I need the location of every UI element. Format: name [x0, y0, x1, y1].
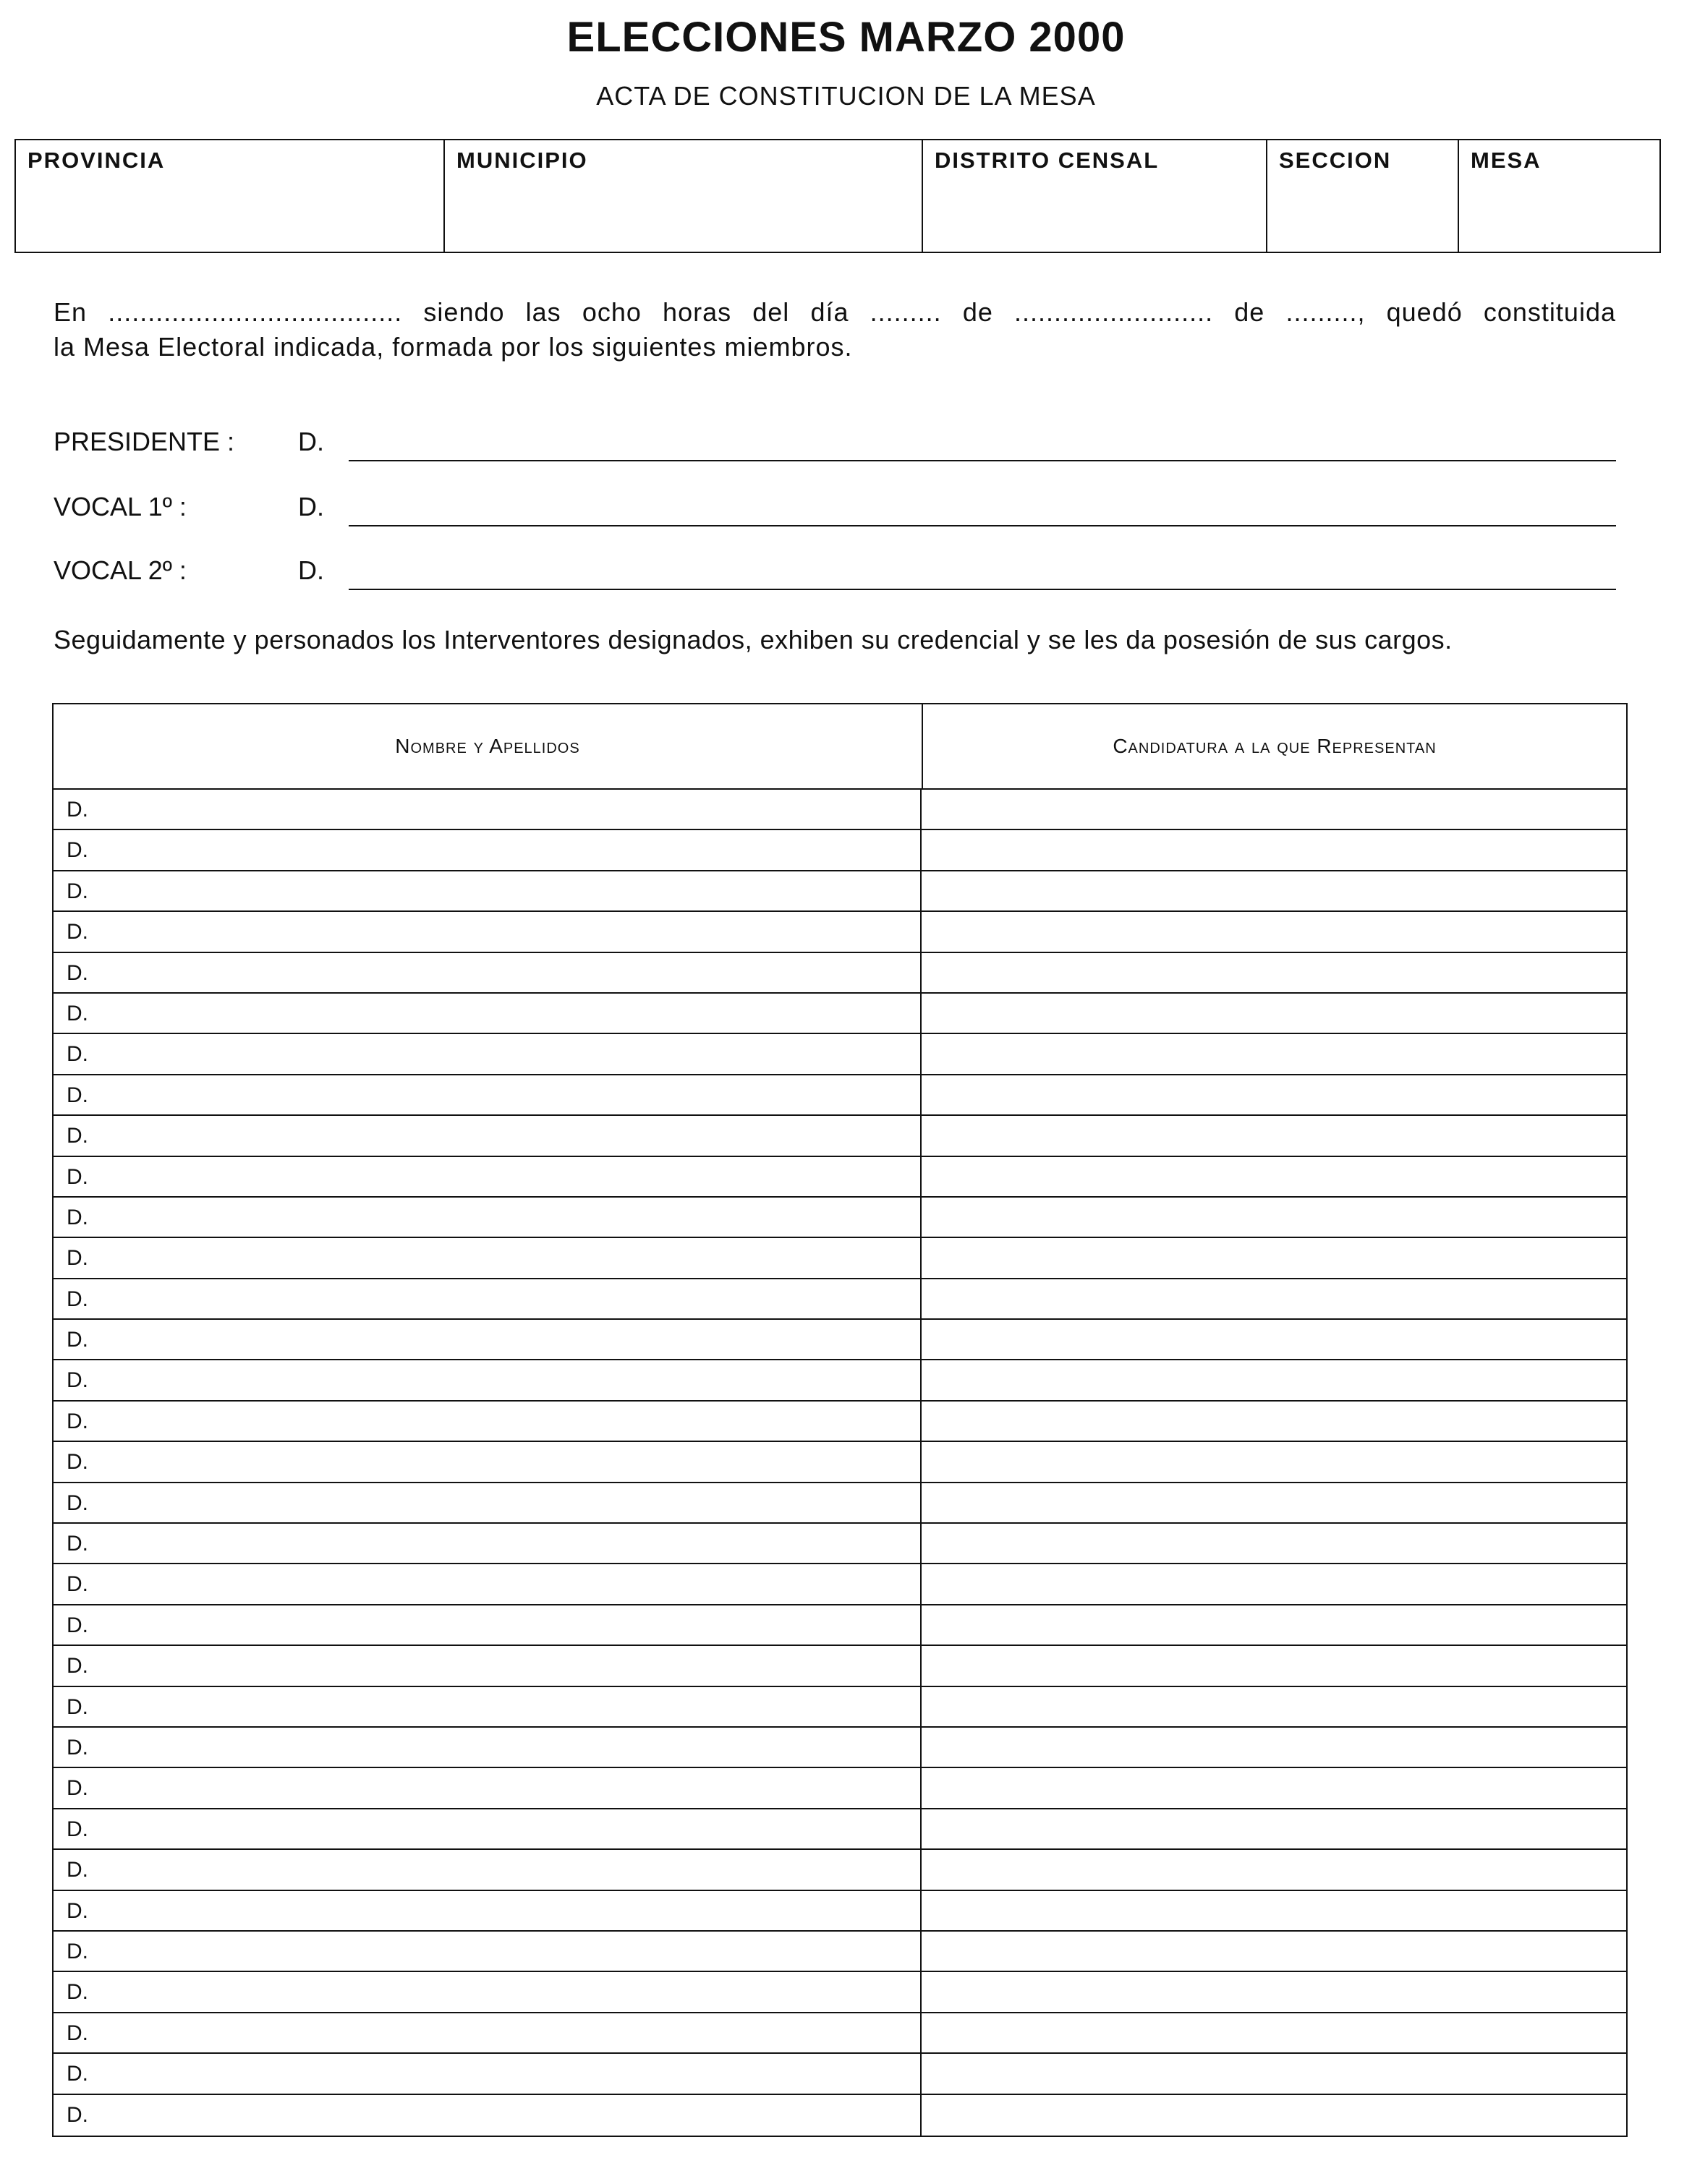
col-header-nombre: Nombre y Apellidos: [54, 704, 923, 788]
table-row: [54, 994, 1626, 1034]
nombre-cell[interactable]: D.: [54, 1524, 922, 1563]
candidatura-cell[interactable]: [922, 1198, 1626, 1237]
candidatura-cell[interactable]: [922, 871, 1626, 910]
candidatura-cell[interactable]: [922, 1279, 1626, 1318]
document-subtitle: ACTA DE CONSTITUCION DE LA MESA: [596, 81, 1096, 111]
table-row: [54, 1524, 1626, 1564]
nombre-cell[interactable]: D.: [54, 1360, 922, 1399]
candidatura-cell[interactable]: [922, 1524, 1626, 1563]
table-row: [54, 1932, 1626, 1972]
nombre-cell[interactable]: D.: [54, 1157, 922, 1196]
nombre-cell[interactable]: D.: [54, 912, 922, 951]
candidatura-cell[interactable]: [922, 1972, 1626, 2011]
member-prefix: D.: [298, 427, 324, 456]
member-role: PRESIDENTE :: [54, 427, 235, 456]
nombre-cell[interactable]: D.: [54, 790, 922, 829]
col-header-candidatura: Candidatura a la que Representan: [1113, 735, 1437, 757]
candidatura-cell[interactable]: [922, 1157, 1626, 1196]
nombre-cell[interactable]: D.: [54, 2054, 922, 2093]
table-row: [54, 1768, 1626, 1809]
nombre-cell[interactable]: D.: [54, 1850, 922, 1889]
candidatura-cell[interactable]: [922, 1809, 1626, 1848]
table-row: [54, 1075, 1626, 1116]
table-row: [54, 1238, 1626, 1279]
table-row: [54, 830, 1626, 871]
nombre-cell[interactable]: D.: [54, 1728, 922, 1767]
table-row: [54, 1157, 1626, 1198]
member-row-vocal-2: [54, 548, 1616, 592]
seccion-cell[interactable]: [1267, 140, 1459, 252]
nombre-cell[interactable]: D.: [54, 1932, 922, 1971]
nombre-cell[interactable]: D.: [54, 1034, 922, 1073]
candidatura-cell[interactable]: [922, 912, 1626, 951]
provincia-label: PROVINCIA: [27, 148, 166, 173]
table-row: [54, 1034, 1626, 1075]
table-row: [54, 871, 1626, 912]
nombre-cell[interactable]: D.: [54, 1238, 922, 1277]
table-row: [54, 1809, 1626, 1850]
location-table: [14, 139, 1661, 253]
table-row: [54, 2095, 1626, 2136]
candidatura-cell[interactable]: [922, 1564, 1626, 1603]
table-row: [54, 1116, 1626, 1156]
member-role: VOCAL 2º :: [54, 555, 187, 585]
candidatura-cell[interactable]: [922, 994, 1626, 1033]
interventores-table-header: [54, 704, 1626, 790]
table-row: [54, 1972, 1626, 2013]
member-row-vocal-1: [54, 485, 1616, 528]
candidatura-cell[interactable]: [922, 1238, 1626, 1277]
nombre-cell[interactable]: D.: [54, 1483, 922, 1522]
nombre-cell[interactable]: D.: [54, 994, 922, 1033]
nombre-cell[interactable]: D.: [54, 1279, 922, 1318]
table-row: [54, 912, 1626, 952]
vocal-1-name-field[interactable]: [349, 525, 1616, 526]
candidatura-cell[interactable]: [922, 1320, 1626, 1359]
table-row: [54, 1850, 1626, 1890]
table-row: [54, 1687, 1626, 1728]
interventores-table: [52, 703, 1628, 2137]
nombre-cell[interactable]: D.: [54, 830, 922, 869]
mesa-cell[interactable]: [1459, 140, 1659, 252]
nombre-cell[interactable]: D.: [54, 1809, 922, 1848]
candidatura-cell[interactable]: [922, 953, 1626, 992]
mesa-label: MESA: [1471, 148, 1542, 173]
distrito-censal-cell[interactable]: [923, 140, 1267, 252]
seccion-label: SECCION: [1279, 148, 1392, 173]
candidatura-cell[interactable]: [922, 830, 1626, 869]
candidatura-cell[interactable]: [922, 1034, 1626, 1073]
presidente-name-field[interactable]: [349, 460, 1616, 461]
table-row: [54, 1483, 1626, 1524]
candidatura-cell[interactable]: [922, 1891, 1626, 1930]
table-row: [54, 2013, 1626, 2054]
table-row: [54, 1728, 1626, 1768]
table-row: [54, 790, 1626, 830]
table-row: [54, 1279, 1626, 1320]
nombre-cell[interactable]: D.: [54, 1442, 922, 1481]
intro-paragraph: [54, 295, 1616, 364]
candidatura-cell[interactable]: [922, 1605, 1626, 1645]
nombre-cell[interactable]: D.: [54, 1116, 922, 1155]
nombre-cell[interactable]: D.: [54, 1075, 922, 1114]
nombre-cell[interactable]: D.: [54, 2095, 922, 2136]
member-role: VOCAL 1º :: [54, 492, 187, 521]
municipio-cell[interactable]: [445, 140, 923, 252]
table-row: [54, 1320, 1626, 1360]
candidatura-cell[interactable]: [922, 1728, 1626, 1767]
table-row: [54, 953, 1626, 994]
vocal-2-name-field[interactable]: [349, 589, 1616, 590]
nombre-cell[interactable]: D.: [54, 1646, 922, 1685]
nombre-cell[interactable]: D.: [54, 1768, 922, 1807]
nombre-cell[interactable]: D.: [54, 1402, 922, 1441]
nombre-cell[interactable]: D.: [54, 1564, 922, 1603]
nombre-cell[interactable]: D.: [54, 1198, 922, 1237]
provincia-cell[interactable]: [16, 140, 445, 252]
nombre-cell[interactable]: D.: [54, 1320, 922, 1359]
member-prefix: D.: [298, 492, 324, 521]
nombre-cell[interactable]: D.: [54, 1972, 922, 2011]
nombre-cell[interactable]: D.: [54, 2013, 922, 2052]
intro-line-2: la Mesa Electoral indicada, formada por los siguientes miembros.: [54, 332, 853, 362]
table-row: [54, 2054, 1626, 2094]
interventores-table-body: [54, 790, 1626, 2136]
distrito-censal-label: DISTRITO CENSAL: [935, 148, 1160, 173]
member-row-presidente: [54, 419, 1616, 463]
table-row: [54, 1442, 1626, 1483]
nombre-cell[interactable]: D.: [54, 1605, 922, 1645]
member-prefix: D.: [298, 555, 324, 585]
candidatura-cell[interactable]: [922, 1360, 1626, 1399]
municipio-label: MUNICIPIO: [456, 148, 588, 173]
candidatura-cell[interactable]: [922, 790, 1626, 829]
interventores-note: Seguidamente y personados los Interventores designados, exhiben su credencial y se les da posesión de sus cargos.: [54, 625, 1453, 654]
candidatura-cell[interactable]: [922, 1768, 1626, 1807]
candidatura-cell[interactable]: [922, 2054, 1626, 2093]
candidatura-cell[interactable]: [922, 1646, 1626, 1685]
candidatura-cell[interactable]: [922, 1442, 1626, 1481]
document-title: ELECCIONES MARZO 2000: [566, 14, 1126, 61]
nombre-cell[interactable]: D.: [54, 1687, 922, 1726]
candidatura-cell[interactable]: [922, 1075, 1626, 1114]
candidatura-cell[interactable]: [922, 1402, 1626, 1441]
table-row: [54, 1360, 1626, 1401]
candidatura-cell[interactable]: [922, 1850, 1626, 1889]
candidatura-cell[interactable]: [922, 1116, 1626, 1155]
table-row: [54, 1646, 1626, 1686]
table-row: [54, 1402, 1626, 1442]
nombre-cell[interactable]: D.: [54, 871, 922, 910]
candidatura-cell[interactable]: [922, 1687, 1626, 1726]
table-row: [54, 1564, 1626, 1605]
intro-line-1: En ..................................... siendo las ocho horas del día ......... de ......................... de ........., quedó constituida: [54, 297, 1616, 327]
candidatura-cell[interactable]: [922, 2013, 1626, 2052]
nombre-cell[interactable]: D.: [54, 1891, 922, 1930]
candidatura-cell[interactable]: [922, 1932, 1626, 1971]
table-row: [54, 1605, 1626, 1646]
table-row: [54, 1198, 1626, 1238]
nombre-cell[interactable]: D.: [54, 953, 922, 992]
table-row: [54, 1891, 1626, 1932]
candidatura-cell[interactable]: [922, 2095, 1626, 2136]
candidatura-cell[interactable]: [922, 1483, 1626, 1522]
